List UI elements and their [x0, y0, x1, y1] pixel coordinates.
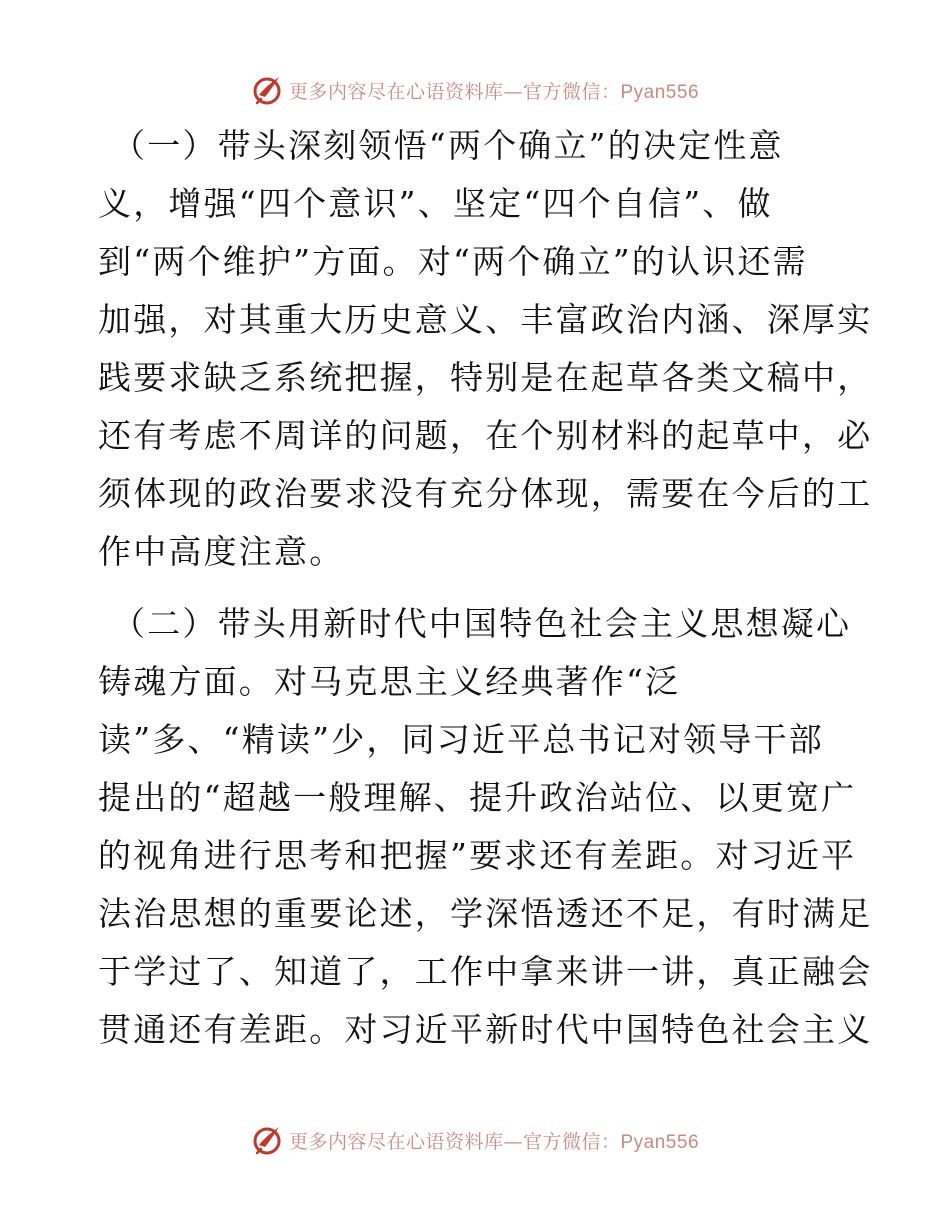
- watermark-wechat-label: 官方微信：: [522, 1130, 621, 1153]
- text-line: 贯通还有差距。对习近平新时代中国特色社会主义: [98, 1010, 873, 1049]
- quill-logo-icon: [251, 73, 285, 107]
- watermark-separator: —: [503, 80, 523, 103]
- watermark-site-text: 更多内容尽在心语资料库: [288, 1130, 504, 1153]
- text-line: 铸魂方面。对马克思主义经典著作“泛: [98, 662, 681, 701]
- quill-logo-icon: [251, 1123, 285, 1157]
- document-body: [98, 117, 873, 1059]
- text-line: 读”多、“精读”少，同习近平总书记对领导干部: [98, 720, 825, 759]
- text-line: 的视角进行思考和把握”要求还有差距。对习近平: [98, 836, 857, 875]
- text-line: 还有考虑不周详的问题，在个别材料的起草中，必: [98, 416, 873, 455]
- text-line: 须体现的政治要求没有充分体现，需要在今后的工: [98, 474, 873, 513]
- text-line: 加强，对其重大历史意义、丰富政治内涵、深厚实: [98, 300, 873, 339]
- watermark-handle: Pyan556: [620, 81, 700, 103]
- paragraph-1: [98, 117, 873, 581]
- text-line: （二）带头用新时代中国特色社会主义思想凝心: [112, 604, 852, 643]
- watermark-site-text: 更多内容尽在心语资料库: [288, 80, 504, 103]
- text-line: 法治思想的重要论述，学深悟透还不足，有时满足: [98, 894, 873, 933]
- text-line: 于学过了、知道了，工作中拿来讲一讲，真正融会: [98, 952, 873, 991]
- watermark-handle: Pyan556: [620, 1131, 700, 1153]
- text-line: 到“两个维护”方面。对“两个确立”的认识还需: [98, 242, 808, 281]
- watermark-footer: [0, 1120, 950, 1160]
- paragraph-2: [98, 595, 873, 1059]
- watermark-separator: —: [503, 1130, 523, 1153]
- watermark-text: [289, 1127, 699, 1154]
- watermark-wechat-label: 官方微信：: [522, 80, 621, 103]
- text-line: （一）带头深刻领悟“两个确立”的决定性意: [112, 126, 784, 165]
- text-line: 义，增强“四个意识”、坚定“四个自信”、做: [98, 184, 773, 223]
- text-line: 作中高度注意。: [98, 532, 345, 571]
- watermark-header: [0, 70, 950, 110]
- text-line: 践要求缺乏系统把握，特别是在起草各类文稿中，: [98, 358, 873, 397]
- watermark-text: [289, 77, 699, 104]
- text-line: 提出的“超越一般理解、提升政治站位、以更宽广: [98, 778, 857, 817]
